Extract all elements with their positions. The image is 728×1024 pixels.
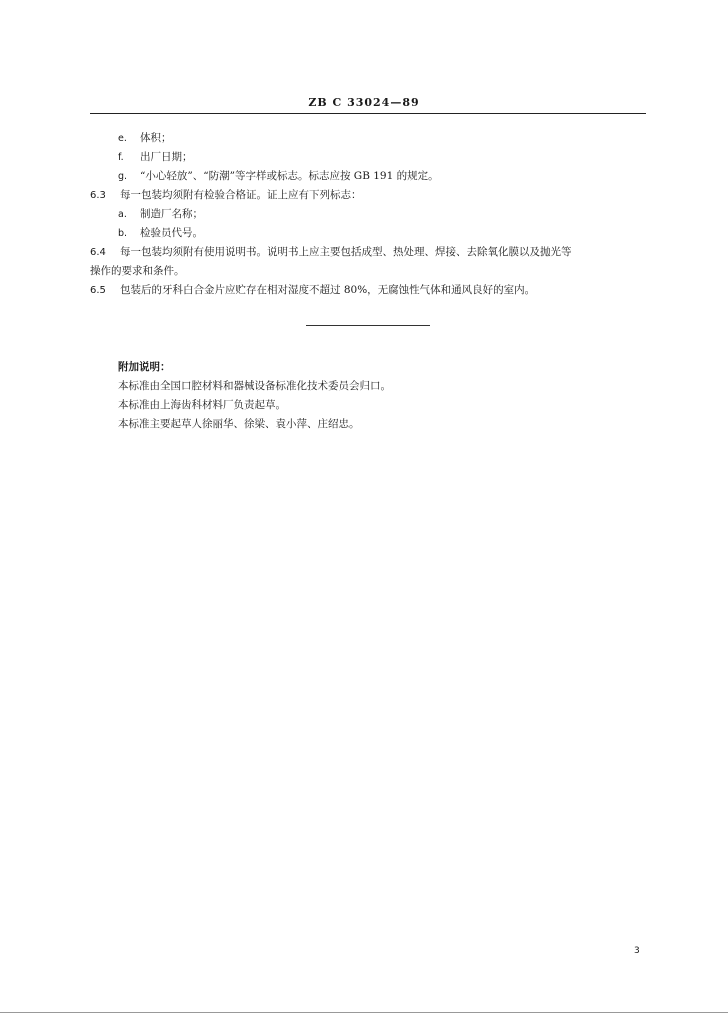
list-item-g (118, 169, 439, 184)
list-item-e (118, 131, 172, 146)
section-6-4 (90, 245, 572, 260)
item-text: “小心轻放”、“防潮”等字样或标志。标志应按 GB 191 的规定。 (140, 170, 439, 182)
list-item-f (118, 150, 193, 165)
section-number: 6.5 (90, 285, 106, 296)
section-divider (306, 325, 430, 326)
item-label: e. (118, 133, 127, 144)
header-rule (90, 113, 646, 114)
list-item-a (118, 207, 203, 222)
item-label: g. (118, 171, 128, 182)
section-number: 6.3 (90, 190, 106, 201)
item-text: 体积； (140, 132, 172, 144)
note-line: 本标准由上海齿科材料厂负责起草。 (118, 399, 286, 411)
list-item-b (118, 226, 203, 241)
note-line: 本标准主要起草人徐丽华、徐梁、袁小萍、庄绍忠。 (118, 418, 360, 430)
item-label: f. (118, 152, 124, 163)
item-text: 制造厂名称； (140, 208, 203, 220)
item-text: 出厂日期； (140, 151, 193, 163)
item-text: 检验员代号。 (140, 227, 203, 239)
section-6-4-continued (90, 264, 185, 278)
section-number: 6.4 (90, 247, 106, 258)
standard-code-header: ZB C 33024—89 (308, 96, 420, 109)
bottom-scan-edge (0, 1012, 728, 1013)
section-text: 操作的要求和条件。 (90, 265, 185, 277)
page-number: 3 (634, 946, 640, 956)
section-text: 每一包装均须附有使用说明书。说明书上应主要包括成型、热处理、焊接、去除氧化膜以及抛光等 (120, 246, 572, 258)
notes-title: 附加说明： (118, 361, 171, 373)
section-6-3 (90, 188, 362, 203)
section-text: 包装后的牙科白合金片应贮存在相对湿度不超过 80%，无腐蚀性气体和通风良好的室内。 (120, 284, 536, 296)
item-label: a. (118, 209, 127, 220)
note-line: 本标准由全国口腔材料和器械设备标准化技术委员会归口。 (118, 380, 391, 392)
item-label: b. (118, 228, 128, 239)
section-6-5 (90, 283, 535, 298)
section-text: 每一包装均须附有检验合格证。证上应有下列标志： (120, 189, 362, 201)
